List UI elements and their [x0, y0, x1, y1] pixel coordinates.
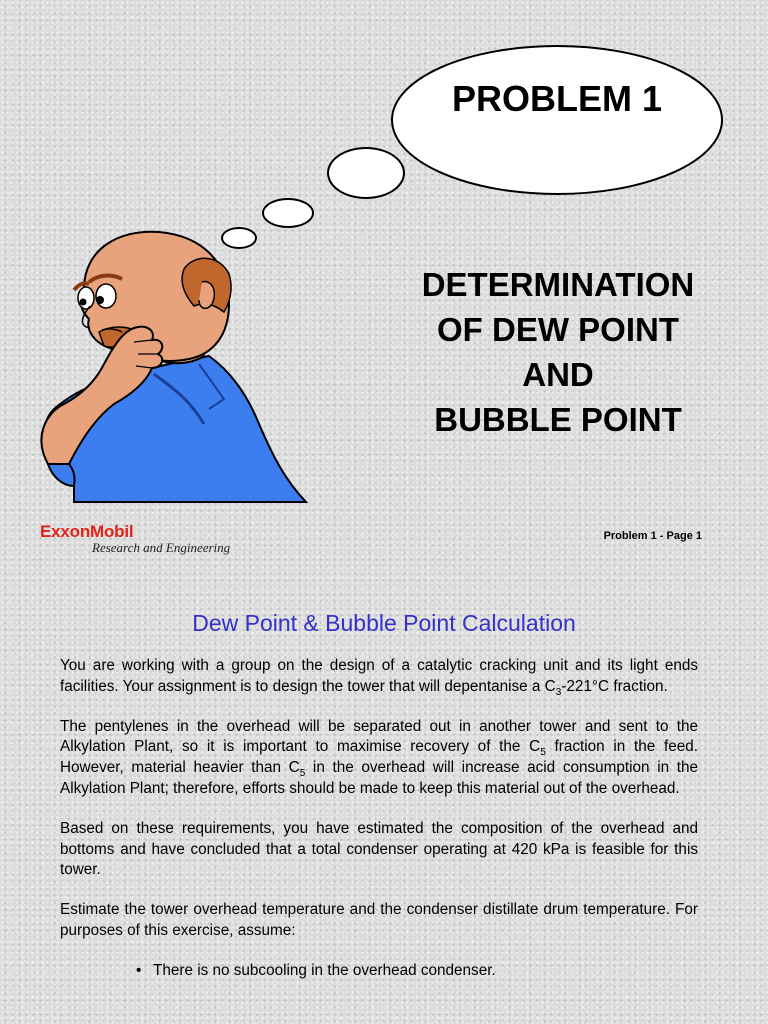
heading-line: DETERMINATION	[421, 266, 695, 303]
bullet-list	[60, 961, 698, 982]
heading-line: AND	[522, 356, 594, 393]
paragraph-text: You are working with a group on the design of a catalytic cracking unit and its light ends facilities. Your assignment is to design the tower that will depentanise a C	[60, 657, 698, 695]
bubble-title: PROBLEM 1	[451, 78, 663, 119]
thinking-man-icon	[34, 224, 310, 506]
logo-tagline: Research and Engineering	[92, 540, 231, 555]
document-body	[60, 656, 698, 982]
paragraph: Based on these requirements, you have estimated the composition of the overhead and bottoms and have concluded that a total condenser operating at 420 kPa is feasible for this tower.	[60, 819, 698, 879]
thought-dot-large	[327, 147, 405, 199]
thought-bubble	[390, 44, 724, 196]
heading-line: BUBBLE POINT	[434, 401, 682, 438]
paragraph-text: The pentylenes in the overhead will be separated out in another tower and sent to the Alkylation Plant, so it is important to maximise recovery of the C	[60, 717, 698, 756]
paragraph-text: fraction in the feed. However, material heavier than C	[60, 738, 699, 777]
heading-line: OF DEW POINT	[437, 311, 679, 348]
section-title: Dew Point & Bubble Point Calculation	[192, 610, 576, 636]
logo-wordmark: ExxonMobil	[40, 522, 134, 541]
paragraph	[60, 656, 698, 698]
subscript: 5	[540, 747, 546, 759]
exxonmobil-logo	[40, 522, 252, 556]
paragraph-text: in the overhead will increase acid consumption in the Alkylation Plant; therefore, efforts should be made to keep this material out of the overhead.	[60, 759, 698, 797]
page-label: Problem 1 - Page 1	[603, 530, 702, 542]
paragraph	[60, 717, 698, 800]
list-item	[120, 961, 698, 982]
slide-heading	[390, 262, 726, 442]
paragraph: Estimate the tower overhead temperature and the condenser distillate drum temperature. For purposes of this exercise, assume:	[60, 901, 698, 939]
list-item-text: There is no subcooling in the overhead condenser.	[153, 961, 496, 979]
bullet-icon: •	[136, 961, 142, 979]
subscript: 5	[299, 768, 306, 780]
subscript: 3	[555, 686, 562, 698]
paragraph-text: -221°C fraction.	[561, 677, 668, 695]
